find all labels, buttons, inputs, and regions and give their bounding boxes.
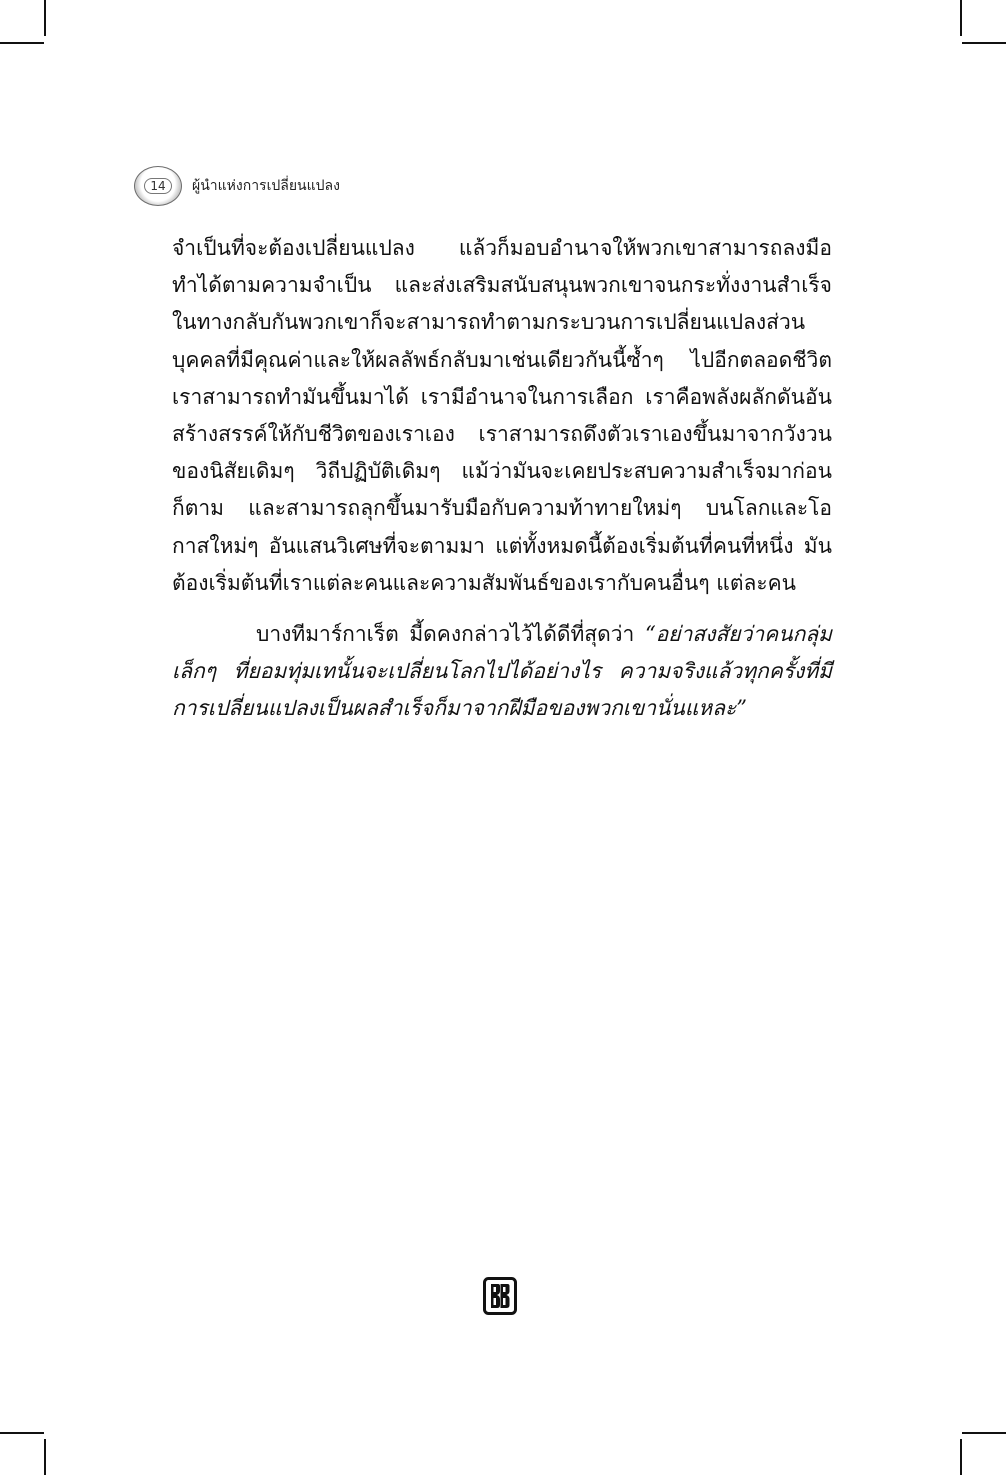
book-title: ผู้นำแห่งการเปลี่ยนแปลง [192,178,340,194]
running-head [134,164,340,208]
crop-mark [0,1432,44,1434]
crop-mark [44,1439,46,1475]
paragraph: จำเป็นที่จะต้องเปลี่ยนแปลง แล้วก็มอบอำนาจให้พวกเขาสามารถลงมือทำได้ตามความจำเป็น และส่งเสริมสนับสนุนพวกเขาจนกระทั่งงานสำเร็จ ในทางกลับกันพวกเขาก็จะสามารถทำตามกระบวนการเปลี่ยนแปลงส่วนบุคคลที่มีคุณค่าและให้ผลลัพธ์กลับมาเช่นเดียวกันนี้ซ้ำๆ ไปอีกตลอดชีวิต เราสามารถทำมันขึ้นมาได้ เรามีอำนาจในการเลือก เราคือพลังผลักดันอันสร้างสรรค์ให้กับชีวิตของเราเอง เราสามารถดึงตัวเราเองขึ้นมาจากวังวนของนิสัยเดิมๆ วิถีปฏิบัติเดิมๆ แม้ว่ามันจะเคยประสบความสำเร็จมาก่อนก็ตาม และสามารถลุกขึ้นมารับมือกับความท้าทายใหม่ๆ บนโลกและโอกาสใหม่ๆ อันแสนวิเศษที่จะตามมา แต่ทั้งหมดนี้ต้องเริ่มต้นที่คนที่หนึ่ง มันต้องเริ่มต้นที่เราแต่ละคนและความสัมพันธ์ของเรากับคนอื่นๆ แต่ละคน [172,236,832,595]
crop-mark [962,42,1006,44]
page-number-badge [134,166,182,206]
page-number: 14 [144,178,171,194]
paragraph [172,616,832,728]
publisher-logo-icon [483,1277,517,1315]
crop-mark [44,0,46,36]
paragraph-lead: บางทีมาร์กาเร็ต มี้ดคงกล่าวไว้ได้ดีที่สุดว่า [256,622,645,647]
crop-mark [0,42,44,44]
body-text [172,230,832,728]
crop-mark [960,1439,962,1475]
quote: “อย่าสงสัยว่าคนกลุ่มเล็กๆ ที่ยอมทุ่มเทนั้นจะเปลี่ยนโลกไปได้อย่างไร ความจริงแล้วทุกครั้งที่มีการเปลี่ยนแปลงเป็นผลสำเร็จก็มาจากฝีมือของพวกเขานั่นแหละ” [172,622,832,721]
crop-mark [962,1432,1006,1434]
crop-mark [960,0,962,36]
